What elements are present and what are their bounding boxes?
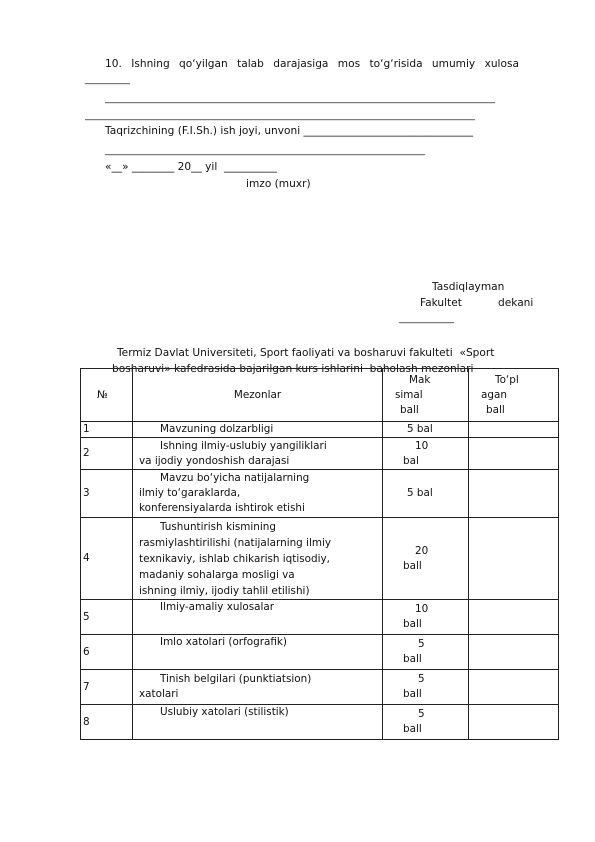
- row-num: 6: [81, 635, 133, 670]
- row-criteria: Tinish belgilari (punktiatsion) xatolari: [133, 670, 383, 705]
- heading-line-2: bosharuvi» kafedrasida bajarilgan kurs ishlarini baholash mezonlari: [112, 363, 474, 375]
- conclusion-word: Ishning: [131, 58, 170, 70]
- row-max: 5 ball: [383, 705, 469, 740]
- conclusion-word: darajasiga: [273, 58, 329, 70]
- row-num: 3: [81, 470, 133, 518]
- table-row: [81, 438, 559, 470]
- reviewer-blank-line: ________________________________________________________________: [105, 145, 425, 156]
- table-row: [81, 518, 559, 600]
- row-num: 4: [81, 518, 133, 600]
- conclusion-word: talab: [237, 58, 264, 70]
- row-criteria: Imlo xatolari (orfografik): [133, 635, 383, 670]
- row-num: 1: [81, 422, 133, 438]
- row-score: [469, 438, 559, 470]
- row-score: [469, 600, 559, 635]
- signature-label: imzo (muxr): [246, 178, 311, 190]
- row-criteria: Ilmiy-amaliy xulosalar: [133, 600, 383, 635]
- dean-label: dekani: [498, 297, 534, 309]
- table-row: [81, 470, 559, 518]
- row-max: 5 ball: [383, 635, 469, 670]
- row-criteria: Mavzuning dolzarbligi: [133, 422, 383, 438]
- approval-blank: ___________: [399, 313, 454, 324]
- conclusion-line-1-tail: _________: [85, 74, 130, 85]
- header-max: Mak simal ball: [383, 369, 469, 422]
- reviewer-line: Taqrizchining (F.I.Sh.) ish joyi, unvoni ________________________________: [105, 125, 474, 137]
- row-score: [469, 518, 559, 600]
- criteria-table: [80, 368, 559, 740]
- row-max: 5 ball: [383, 670, 469, 705]
- date-line: «__» ________ 20__ yil __________: [105, 161, 277, 173]
- table-row: [81, 635, 559, 670]
- conclusion-word: qo‘yilgan: [179, 58, 228, 70]
- table-row: [81, 705, 559, 740]
- row-score: [469, 422, 559, 438]
- conclusion-word: 10.: [105, 58, 122, 70]
- row-score: [469, 705, 559, 740]
- conclusion-word: to‘g‘risida: [369, 58, 423, 70]
- row-score: [469, 470, 559, 518]
- header-got: To‘pl agan ball: [469, 369, 559, 422]
- row-max: 5 bal: [383, 422, 469, 438]
- conclusion-word: mos: [337, 58, 361, 70]
- row-num: 8: [81, 705, 133, 740]
- blank-line: ______________________________________________________________________________: [85, 110, 475, 121]
- row-max: 5 bal: [383, 470, 469, 518]
- row-num: 5: [81, 600, 133, 635]
- row-score: [469, 635, 559, 670]
- approve-label: Tasdiqlayman: [432, 281, 505, 293]
- row-max: 10 ball: [383, 600, 469, 635]
- blank-line: ______________________________________________________________________________: [105, 93, 495, 104]
- row-criteria: Ishning ilmiy-uslubiy yangiliklari va ijodiy yondoshish darajasi: [133, 438, 383, 470]
- row-num: 2: [81, 438, 133, 470]
- conclusion-line-1: [105, 58, 519, 70]
- row-score: [469, 670, 559, 705]
- header-criteria: Mezonlar: [133, 369, 383, 422]
- table-row: [81, 670, 559, 705]
- header-num: №: [81, 369, 133, 422]
- conclusion-word: umumiy: [431, 58, 476, 70]
- table-row: [81, 422, 559, 438]
- row-criteria: Tushuntirish kismining rasmiylashtirilishi (natijalarning ilmiy texnikaviy, ishlab chikarish iqtisodiy, madaniy sohalarga mosligi va ishning ilmiy, ijodiy tahlil etilishi): [133, 518, 383, 600]
- table-header-row: [81, 369, 559, 422]
- row-max: 10 bal: [383, 438, 469, 470]
- heading-line-1: Termiz Davlat Universiteti, Sport faoliyati va bosharuvi fakulteti «Sport: [117, 347, 495, 359]
- row-criteria: Uslubiy xatolari (stilistik): [133, 705, 383, 740]
- faculty-label: Fakultet: [420, 297, 462, 309]
- conclusion-word: xulosa: [484, 58, 519, 70]
- row-criteria: Mavzu bo‘yicha natijalarning ilmiy to‘garaklarda, konferensiyalarda ishtirok etishi: [133, 470, 383, 518]
- row-num: 7: [81, 670, 133, 705]
- row-max: 20 ball: [383, 518, 469, 600]
- table-row: [81, 600, 559, 635]
